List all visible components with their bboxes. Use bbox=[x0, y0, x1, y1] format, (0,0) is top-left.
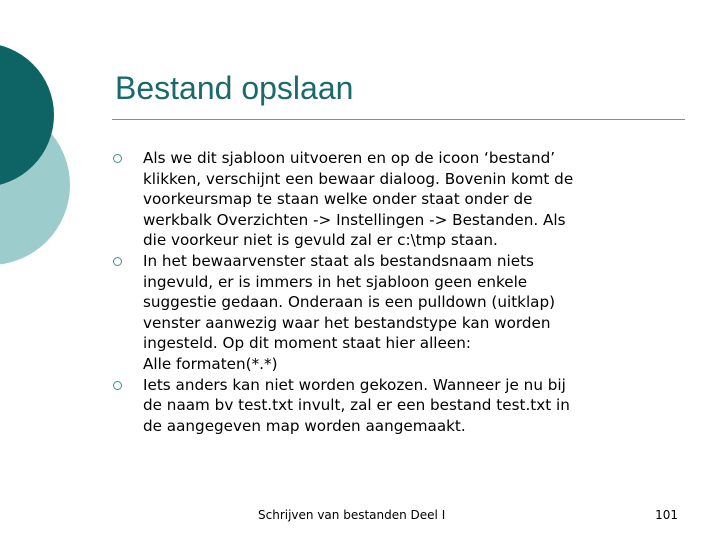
bullet-2-line-4: venster aanwezig waar het bestandstype kan worden bbox=[143, 313, 551, 332]
bullet-3-line-1: Iets anders kan niet worden gekozen. Wanneer je nu bij bbox=[143, 375, 566, 394]
circle-bullet-icon bbox=[113, 381, 122, 390]
bullet-2-line-2: ingevuld, er is immers in het sjabloon geen enkele bbox=[143, 272, 528, 291]
bullet-1-line-4: werkbalk Overzichten -> Instellingen -> Bestanden. Als bbox=[143, 210, 566, 229]
slide-title: Bestand opslaan bbox=[115, 70, 354, 106]
circle-bullet-icon bbox=[113, 257, 122, 266]
page-number: 101 bbox=[655, 508, 678, 522]
bullet-list bbox=[113, 148, 673, 436]
decorative-circles bbox=[0, 0, 80, 300]
bullet-3-line-3: de aangegeven map worden aangemaakt. bbox=[143, 416, 466, 435]
bullet-1-line-5: die voorkeur niet is gevuld zal er c:\tmp staan. bbox=[143, 231, 498, 250]
bullet-item-1 bbox=[113, 148, 673, 251]
bullet-3-line-2: de naam bv test.txt invult, zal er een bestand test.txt in bbox=[143, 396, 570, 415]
bullet-1-line-3: voorkeursmap te staan welke onder staat onder de bbox=[143, 190, 533, 209]
bullet-2-line-1: In het bewaarvenster staat als bestandsnaam niets bbox=[143, 251, 534, 270]
bullet-1-line-1: Als we dit sjabloon uitvoeren en op de icoon ‘bestand’ bbox=[143, 149, 556, 167]
bullet-1-line-2: klikken, verschijnt een bewaar dialoog. Bovenin komt de bbox=[143, 169, 574, 188]
footer-title: Schrijven van bestanden Deel I bbox=[258, 508, 446, 522]
bullet-2-line-3: suggestie gedaan. Onderaan is een pulldown (uitklap) bbox=[143, 293, 556, 312]
circle-bullet-icon bbox=[113, 154, 122, 163]
bullet-item-3 bbox=[113, 375, 673, 437]
bullet-item-2 bbox=[113, 251, 673, 375]
title-divider bbox=[112, 119, 685, 120]
bullet-2-line-5: ingesteld. Op dit moment staat hier alleen: bbox=[143, 334, 471, 353]
bullet-2-line-6: Alle formaten(*.*) bbox=[143, 354, 278, 373]
